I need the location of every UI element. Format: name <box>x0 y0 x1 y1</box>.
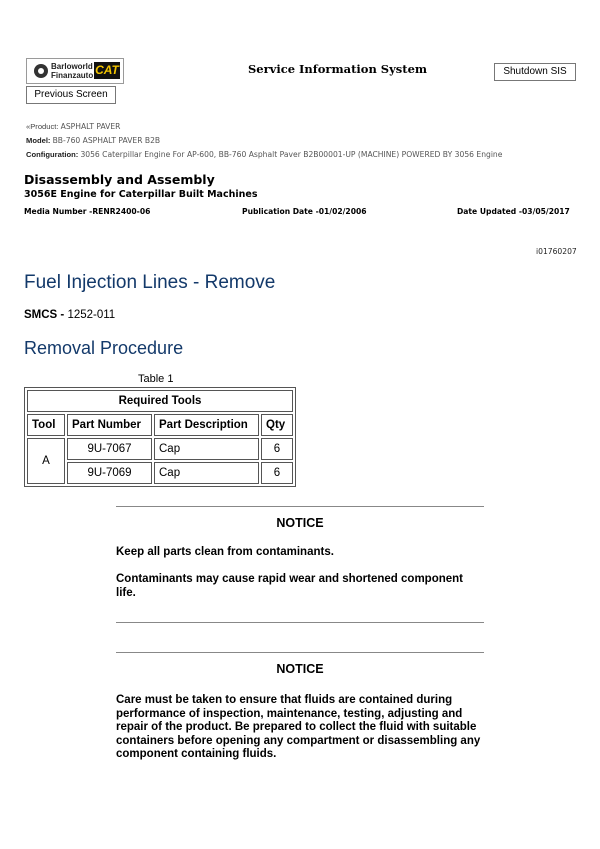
smcs-label: SMCS - <box>24 309 65 321</box>
smcs-line <box>24 309 115 321</box>
table-title: Required Tools <box>27 390 293 412</box>
column-header: Qty <box>261 414 293 436</box>
smcs-value: 1252-011 <box>67 309 116 321</box>
configuration-value: 3056 Caterpillar Engine For AP-600, BB-760 Asphalt Paver B2B00001-UP (MACHINE) POWERED BY 3056 Engine <box>80 150 503 159</box>
part-description-cell: Cap <box>154 462 259 484</box>
configuration-label: Configuration: <box>26 150 79 159</box>
notice-heading: NOTICE <box>276 516 324 530</box>
part-description-cell: Cap <box>154 438 259 460</box>
model-line <box>26 136 160 145</box>
notice-text: Keep all parts clean from contaminants. <box>116 546 334 558</box>
procedure-title: Removal Procedure <box>24 338 184 358</box>
media-number: Media Number -RENR2400-06 <box>24 207 151 216</box>
section-title: Disassembly and Assembly <box>24 172 215 187</box>
configuration-line <box>26 150 502 159</box>
notice-divider <box>116 506 484 507</box>
product-line <box>26 122 120 131</box>
barloworld-emblem-icon <box>34 64 48 78</box>
qty-cell: 6 <box>261 462 293 484</box>
reference-id: i01760207 <box>536 247 577 256</box>
table-row <box>27 438 293 460</box>
table-caption: Table 1 <box>138 373 174 385</box>
model-value: BB-760 ASPHALT PAVER B2B <box>52 136 161 145</box>
table-header-row <box>27 414 293 436</box>
notice-divider <box>116 652 484 653</box>
product-label: Product: <box>30 122 59 131</box>
cat-logo-icon: CAT <box>95 63 119 77</box>
qty-cell: 6 <box>261 438 293 460</box>
column-header: Part Number <box>67 414 152 436</box>
notice-divider <box>116 622 484 623</box>
date-updated: Date Updated -03/05/2017 <box>457 207 570 216</box>
product-value: ASPHALT PAVER <box>60 122 121 131</box>
document-subtitle: 3056E Engine for Caterpillar Built Machines <box>24 189 258 200</box>
barloworld-cat-logo <box>26 58 124 84</box>
back-arrow-icon: « <box>26 122 31 131</box>
system-title: Service Information System <box>248 62 428 76</box>
tool-letter-cell: A <box>27 438 65 484</box>
previous-screen-button[interactable]: Previous Screen <box>26 86 116 104</box>
table-row <box>27 462 293 484</box>
notice-heading: NOTICE <box>276 662 324 676</box>
notice-text: Care must be taken to ensure that fluids are contained during performance of inspection, maintenance, testing, adjusting and repair of the product. Be prepared to collect the fluid with suitable containers before opening any compartment or disassembling any component containing fluids. <box>116 694 481 760</box>
required-tools-table <box>24 387 296 487</box>
publication-date: Publication Date -01/02/2006 <box>242 207 367 216</box>
logo-text: Barloworld Finanzauto <box>51 62 94 80</box>
page-title: Fuel Injection Lines - Remove <box>24 272 276 293</box>
column-header: Tool <box>27 414 65 436</box>
model-label: Model: <box>26 136 51 145</box>
column-header: Part Description <box>154 414 259 436</box>
part-number-cell: 9U-7067 <box>67 438 152 460</box>
shutdown-sis-button[interactable]: Shutdown SIS <box>494 63 576 81</box>
notice-text: Contaminants may cause rapid wear and shortened component life. <box>116 573 463 599</box>
part-number-cell: 9U-7069 <box>67 462 152 484</box>
